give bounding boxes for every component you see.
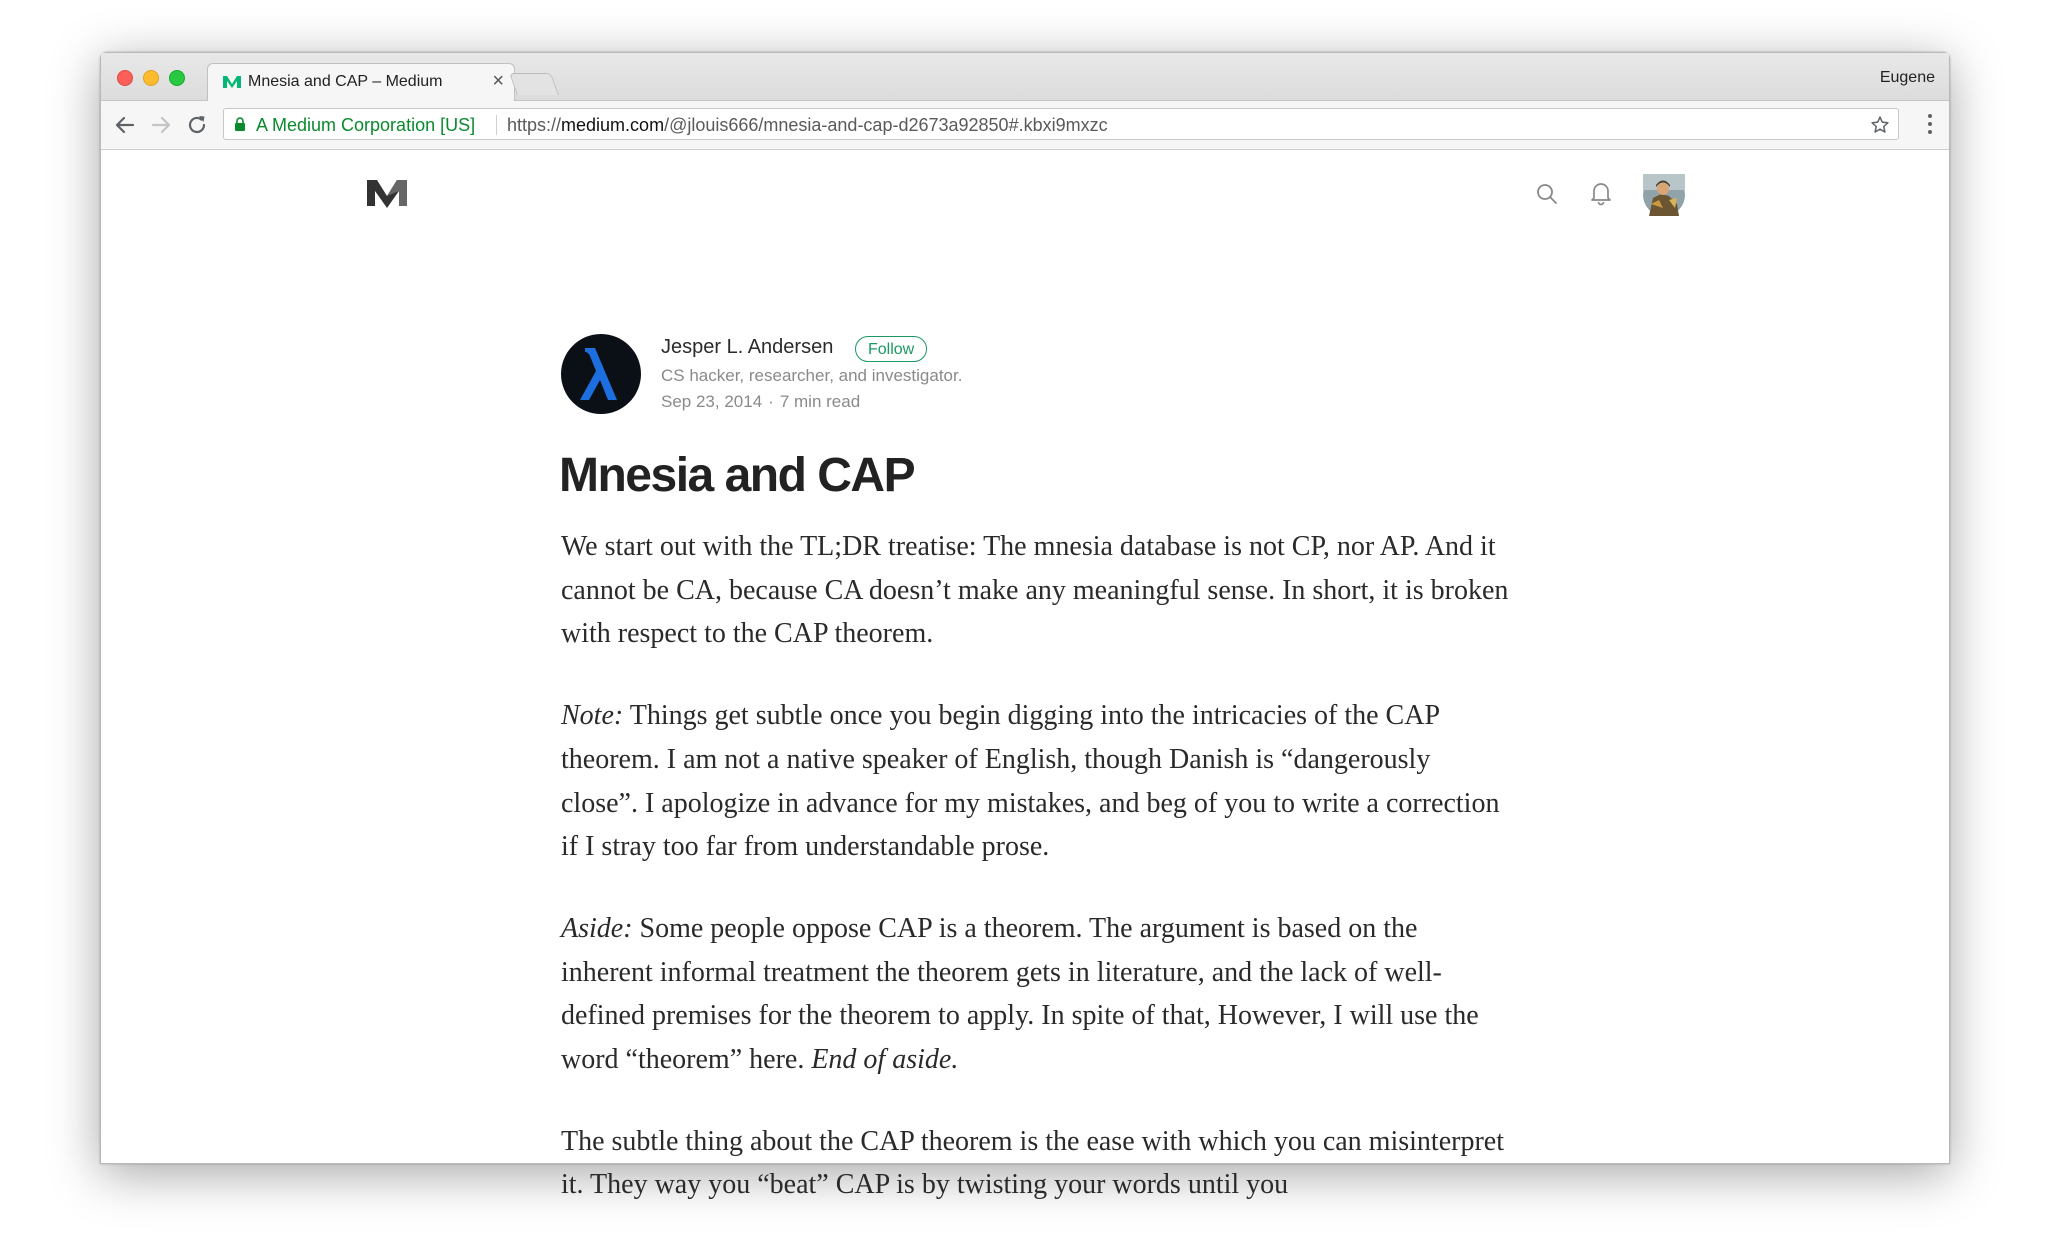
- search-icon[interactable]: [1535, 182, 1559, 206]
- paragraph-2-text: Things get subtle once you begin digging into the intricacies of the CAP theorem. I am not a native speaker of English, though Danish is “dangerously close”. I apologize in advance for my mistakes, and beg of you to write a correction if I stray too far from understandable prose.: [561, 700, 1500, 863]
- paragraph-2: [561, 694, 1511, 869]
- article-body: [561, 525, 1511, 1245]
- new-tab-button[interactable]: [509, 73, 559, 95]
- medium-logo[interactable]: [365, 176, 409, 210]
- author-avatar[interactable]: [561, 334, 641, 414]
- medium-favicon-icon: [222, 74, 242, 90]
- star-icon[interactable]: [1870, 115, 1890, 135]
- paragraph-4: The subtle thing about the CAP theorem is the ease with which you can misinterpret it. They way you “beat” CAP is by twisting your words until you: [561, 1125, 1504, 1201]
- user-avatar[interactable]: [1643, 174, 1685, 216]
- read-time: 7 min read: [779, 392, 861, 411]
- url-scheme: https://: [507, 115, 562, 135]
- address-divider: [496, 115, 497, 135]
- url-text[interactable]: [507, 115, 1108, 136]
- close-window-button[interactable]: [117, 70, 133, 86]
- menu-dots-icon[interactable]: [1927, 113, 1933, 135]
- profile-name[interactable]: Eugene: [1879, 69, 1935, 86]
- note-label: Note:: [561, 700, 624, 732]
- forward-arrow-icon[interactable]: [149, 113, 173, 137]
- bell-icon[interactable]: [1589, 180, 1613, 206]
- meta-separator: ·: [768, 392, 774, 411]
- address-bar[interactable]: [223, 108, 1899, 140]
- author-name[interactable]: Jesper L. Andersen: [661, 336, 834, 358]
- paragraph-3-text: Some people oppose CAP is a theorem. The argument is based on the inherent informal treatment the theorem gets in literature, and the lack of well-defined premises for the theorem to apply. In spite of that, However, I will use the word “theorem” here.: [561, 912, 1479, 1076]
- reload-icon[interactable]: [185, 113, 209, 137]
- paragraph-1: We start out with the TL;DR treatise: The mnesia database is not CP, nor AP. And it cannot be CA, because CA doesn’t make any meaningful sense. In short, it is broken with respect to the CAP theorem.: [561, 531, 1509, 650]
- browser-toolbar: [101, 101, 1949, 150]
- back-arrow-icon[interactable]: [113, 113, 137, 137]
- tab-active[interactable]: [207, 63, 515, 101]
- post-date[interactable]: Sep 23, 2014: [661, 392, 763, 411]
- aside-end: End of aside.: [811, 1044, 959, 1076]
- url-domain: medium.com: [561, 115, 665, 135]
- author-bio: CS hacker, researcher, and investigator.: [661, 366, 963, 385]
- paragraph-3: [561, 907, 1511, 1082]
- title-bar: [101, 53, 1949, 101]
- zoom-window-button[interactable]: [169, 70, 185, 86]
- tab-close-button[interactable]: ×: [492, 70, 504, 92]
- minimize-window-button[interactable]: [143, 70, 159, 86]
- ev-certificate-label[interactable]: A Medium Corporation [US]: [256, 115, 476, 135]
- follow-button[interactable]: Follow: [855, 336, 927, 362]
- aside-label: Aside:: [561, 912, 633, 944]
- post-title: Mnesia and CAP: [559, 449, 915, 502]
- lock-icon: [234, 117, 246, 131]
- tab-title: Mnesia and CAP – Medium: [248, 73, 443, 90]
- post-meta: [661, 392, 860, 412]
- url-path: /@jlouis666/mnesia-and-cap-d2673a92850#.kbxi9mxzc: [664, 115, 1108, 135]
- medium-page: [101, 150, 1949, 1201]
- browser-window: [100, 52, 1950, 1201]
